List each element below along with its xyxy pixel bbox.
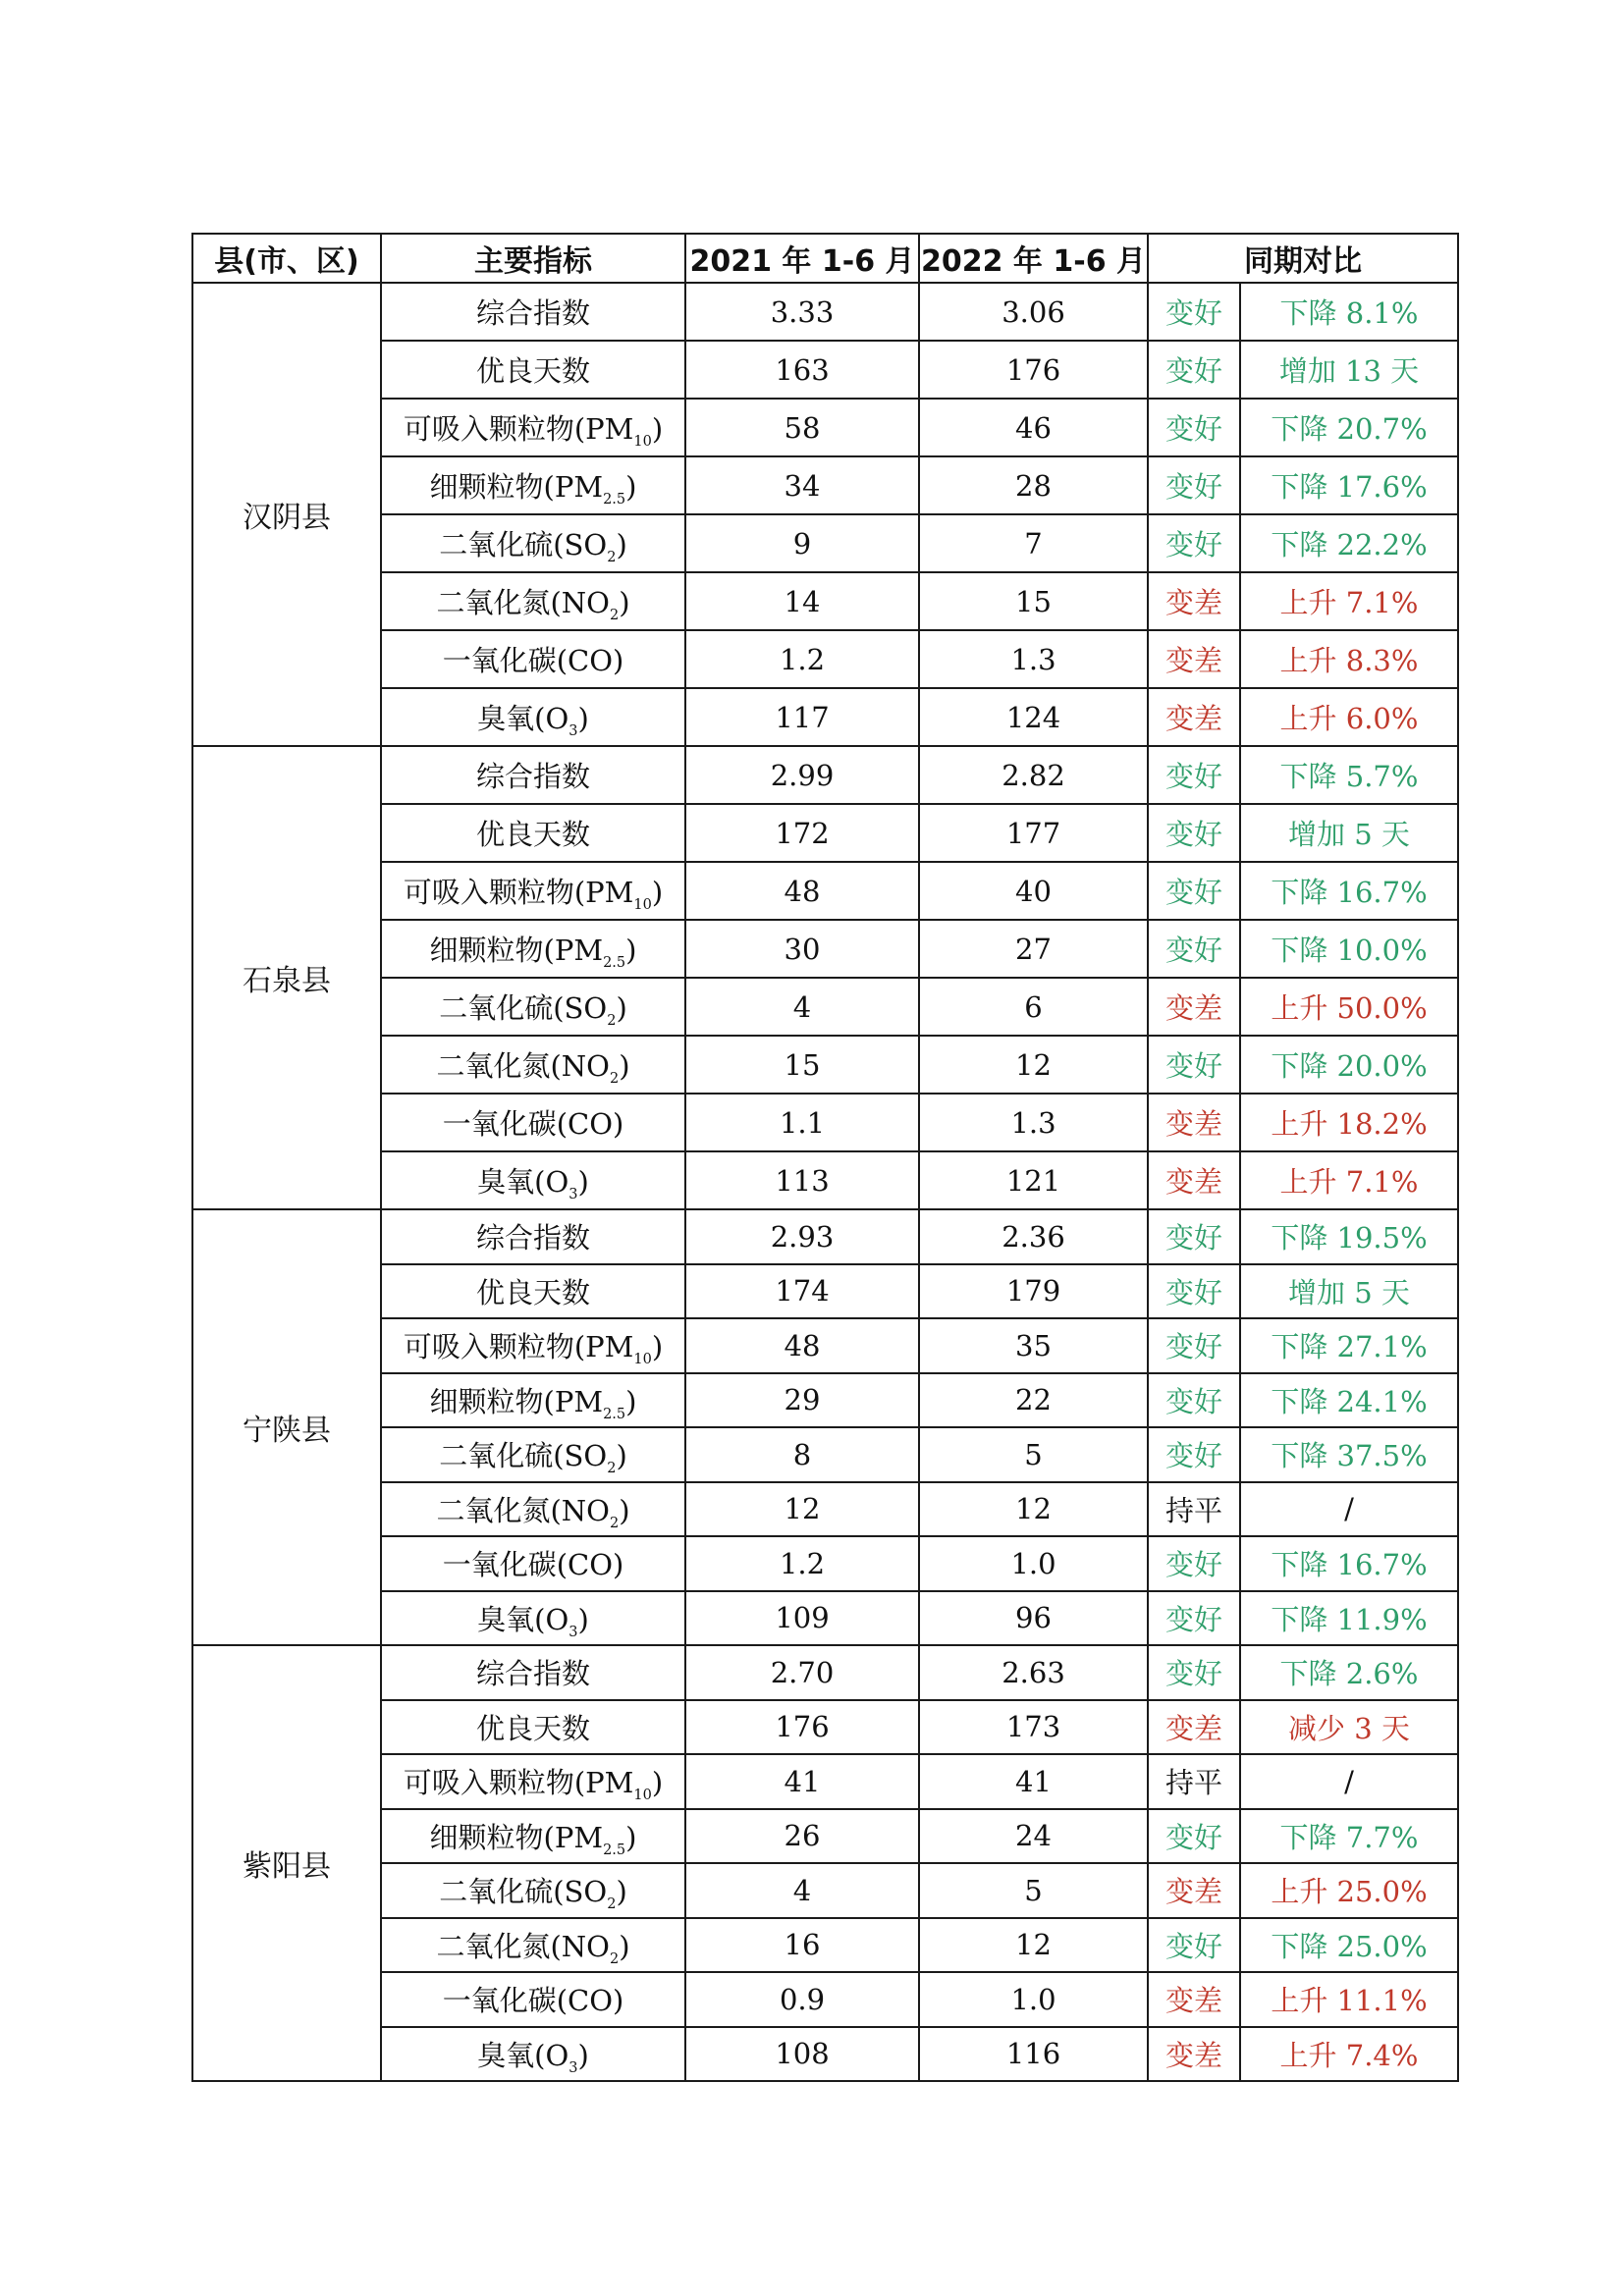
table-row — [192, 1427, 1458, 1482]
indicator-suffix: ) — [651, 1766, 664, 1800]
table-row — [192, 1700, 1458, 1755]
value-2021: 117 — [685, 688, 919, 746]
indicator-label: 二氧化硫(SO — [439, 528, 608, 561]
indicator-name — [381, 1591, 685, 1646]
value-2021: 108 — [685, 2027, 919, 2082]
indicator-label: 综合指数 — [475, 1221, 590, 1255]
change-value: 下降 16.7% — [1240, 1536, 1458, 1591]
trend-label: 变差 — [1148, 2027, 1240, 2082]
indicator-label: 优良天数 — [475, 354, 590, 388]
value-2022: 121 — [919, 1151, 1148, 1209]
table-row — [192, 399, 1458, 456]
indicator-label: 细颗粒物(PM — [429, 934, 604, 967]
indicator-name — [381, 2027, 685, 2082]
indicator-label: 一氧化碳(CO) — [442, 1548, 624, 1582]
indicator-subscript: 3 — [568, 1186, 578, 1202]
value-2022: 2.63 — [919, 1645, 1148, 1700]
trend-label: 变差 — [1148, 1700, 1240, 1755]
indicator-label: 细颗粒物(PM — [429, 1820, 604, 1854]
indicator-name — [381, 1645, 685, 1700]
table-row — [192, 804, 1458, 862]
indicator-suffix: ) — [577, 702, 589, 735]
value-2022: 1.0 — [919, 1972, 1148, 2027]
value-2021: 174 — [685, 1264, 919, 1319]
value-2022: 12 — [919, 1482, 1148, 1537]
indicator-label: 二氧化硫(SO — [439, 991, 608, 1025]
indicator-name — [381, 1318, 685, 1373]
indicator-subscript: 10 — [633, 1352, 652, 1368]
trend-label: 变差 — [1148, 572, 1240, 630]
indicator-name — [381, 688, 685, 746]
indicator-subscript: 2 — [607, 549, 617, 565]
air-quality-table — [191, 233, 1459, 2082]
value-2022: 1.0 — [919, 1536, 1148, 1591]
trend-label: 变好 — [1148, 1536, 1240, 1591]
value-2022: 24 — [919, 1809, 1148, 1864]
table-row — [192, 1318, 1458, 1373]
indicator-name — [381, 1863, 685, 1918]
trend-label: 变好 — [1148, 1209, 1240, 1264]
value-2022: 173 — [919, 1700, 1148, 1755]
value-2022: 5 — [919, 1427, 1148, 1482]
value-2022: 1.3 — [919, 630, 1148, 688]
change-value: 下降 25.0% — [1240, 1918, 1458, 1973]
indicator-subscript: 10 — [633, 1788, 652, 1804]
table-row — [192, 1591, 1458, 1646]
value-2021: 0.9 — [685, 1972, 919, 2027]
indicator-subscript: 2.5 — [603, 954, 626, 971]
indicator-label: 可吸入颗粒物(PM — [403, 1330, 634, 1364]
indicator-label: 细颗粒物(PM — [429, 1384, 604, 1418]
value-2022: 15 — [919, 572, 1148, 630]
indicator-label: 二氧化硫(SO — [439, 1875, 608, 1909]
indicator-subscript: 2 — [609, 1515, 620, 1531]
change-value: 减少 3 天 — [1240, 1700, 1458, 1755]
change-value: 增加 5 天 — [1240, 804, 1458, 862]
indicator-subscript: 2.5 — [603, 491, 626, 507]
value-2022: 2.36 — [919, 1209, 1148, 1264]
indicator-subscript: 2 — [609, 607, 620, 623]
value-2021: 34 — [685, 456, 919, 514]
indicator-label: 一氧化碳(CO) — [442, 1107, 624, 1141]
change-value: 下降 24.1% — [1240, 1373, 1458, 1428]
indicator-name — [381, 1094, 685, 1151]
trend-label: 变好 — [1148, 1264, 1240, 1319]
value-2021: 48 — [685, 862, 919, 920]
change-value: 上升 50.0% — [1240, 978, 1458, 1036]
indicator-name — [381, 514, 685, 572]
value-2022: 2.82 — [919, 746, 1148, 804]
value-2021: 172 — [685, 804, 919, 862]
indicator-label: 二氧化氮(NO — [436, 586, 610, 619]
change-value: 下降 2.6% — [1240, 1645, 1458, 1700]
table-row — [192, 1536, 1458, 1591]
indicator-subscript: 2 — [609, 1070, 620, 1087]
table-row — [192, 456, 1458, 514]
indicator-label: 一氧化碳(CO) — [442, 644, 624, 677]
indicator-label: 可吸入颗粒物(PM — [403, 876, 634, 909]
table-row — [192, 514, 1458, 572]
indicator-label: 细颗粒物(PM — [429, 470, 604, 504]
trend-label: 变好 — [1148, 1318, 1240, 1373]
table-row — [192, 283, 1458, 341]
indicator-suffix: ) — [616, 528, 627, 561]
value-2021: 1.2 — [685, 630, 919, 688]
indicator-label: 综合指数 — [475, 760, 590, 793]
indicator-suffix: ) — [625, 1384, 637, 1418]
table-row — [192, 630, 1458, 688]
indicator-name — [381, 399, 685, 456]
change-value: 下降 5.7% — [1240, 746, 1458, 804]
indicator-label: 一氧化碳(CO) — [442, 1984, 624, 2018]
table-row — [192, 1863, 1458, 1918]
table-row — [192, 1264, 1458, 1319]
change-value: 增加 5 天 — [1240, 1264, 1458, 1319]
indicator-label: 臭氧(O — [477, 2038, 569, 2072]
trend-label: 变好 — [1148, 341, 1240, 399]
indicator-suffix: ) — [616, 1875, 627, 1909]
value-2021: 14 — [685, 572, 919, 630]
indicator-name — [381, 1151, 685, 1209]
value-2022: 176 — [919, 341, 1148, 399]
table-row — [192, 2027, 1458, 2082]
trend-label: 变好 — [1148, 1591, 1240, 1646]
indicator-label: 优良天数 — [475, 1275, 590, 1309]
value-2022: 116 — [919, 2027, 1148, 2082]
indicator-subscript: 2.5 — [603, 1406, 626, 1422]
value-2022: 22 — [919, 1373, 1148, 1428]
table-row — [192, 1373, 1458, 1428]
value-2021: 113 — [685, 1151, 919, 1209]
value-2022: 124 — [919, 688, 1148, 746]
trend-label: 持平 — [1148, 1482, 1240, 1537]
indicator-suffix: ) — [651, 412, 664, 446]
change-value: 下降 10.0% — [1240, 920, 1458, 978]
header-county: 县(市、区) — [192, 234, 381, 283]
indicator-name — [381, 572, 685, 630]
indicator-label: 综合指数 — [475, 296, 590, 330]
value-2022: 96 — [919, 1591, 1148, 1646]
indicator-label: 可吸入颗粒物(PM — [403, 412, 634, 446]
county-name: 汉阴县 — [192, 283, 381, 746]
change-value: 下降 11.9% — [1240, 1591, 1458, 1646]
indicator-name — [381, 283, 685, 341]
trend-label: 变好 — [1148, 1036, 1240, 1094]
value-2021: 26 — [685, 1809, 919, 1864]
value-2022: 12 — [919, 1036, 1148, 1094]
change-value: 下降 20.7% — [1240, 399, 1458, 456]
value-2022: 5 — [919, 1863, 1148, 1918]
indicator-suffix: ) — [619, 586, 630, 619]
trend-label: 变好 — [1148, 283, 1240, 341]
change-value: 上升 7.1% — [1240, 1151, 1458, 1209]
indicator-label: 优良天数 — [475, 1711, 590, 1745]
table-row — [192, 1972, 1458, 2027]
value-2021: 2.70 — [685, 1645, 919, 1700]
change-value: 下降 22.2% — [1240, 514, 1458, 572]
indicator-name — [381, 1482, 685, 1537]
indicator-name — [381, 746, 685, 804]
table-row — [192, 746, 1458, 804]
indicator-suffix: ) — [577, 2038, 589, 2072]
trend-label: 变好 — [1148, 399, 1240, 456]
table-row — [192, 1754, 1458, 1809]
value-2021: 4 — [685, 978, 919, 1036]
value-2021: 58 — [685, 399, 919, 456]
indicator-label: 二氧化氮(NO — [436, 1049, 610, 1083]
value-2021: 4 — [685, 1863, 919, 1918]
value-2021: 2.93 — [685, 1209, 919, 1264]
trend-label: 变差 — [1148, 688, 1240, 746]
change-value: 上升 8.3% — [1240, 630, 1458, 688]
change-value: 下降 19.5% — [1240, 1209, 1458, 1264]
trend-label: 变好 — [1148, 1809, 1240, 1864]
indicator-subscript: 2 — [607, 1012, 617, 1029]
table-row — [192, 688, 1458, 746]
trend-label: 变好 — [1148, 1427, 1240, 1482]
trend-label: 变差 — [1148, 1863, 1240, 1918]
change-value: / — [1240, 1754, 1458, 1809]
change-value: / — [1240, 1482, 1458, 1537]
indicator-subscript: 2 — [607, 1896, 617, 1913]
value-2022: 35 — [919, 1318, 1148, 1373]
change-value: 下降 7.7% — [1240, 1809, 1458, 1864]
indicator-subscript: 10 — [633, 896, 652, 913]
value-2021: 29 — [685, 1373, 919, 1428]
trend-label: 变差 — [1148, 978, 1240, 1036]
table-row — [192, 978, 1458, 1036]
value-2021: 9 — [685, 514, 919, 572]
indicator-subscript: 2.5 — [603, 1842, 626, 1858]
value-2021: 163 — [685, 341, 919, 399]
header-2021: 2021 年 1-6 月 — [685, 234, 919, 283]
trend-label: 变差 — [1148, 1972, 1240, 2027]
indicator-label: 二氧化氮(NO — [436, 1493, 610, 1527]
indicator-suffix: ) — [577, 1165, 589, 1199]
value-2021: 1.1 — [685, 1094, 919, 1151]
change-value: 增加 13 天 — [1240, 341, 1458, 399]
indicator-subscript: 2 — [609, 1950, 620, 1967]
value-2022: 6 — [919, 978, 1148, 1036]
change-value: 下降 8.1% — [1240, 283, 1458, 341]
value-2022: 3.06 — [919, 283, 1148, 341]
change-value: 下降 17.6% — [1240, 456, 1458, 514]
table-row — [192, 1918, 1458, 1973]
change-value: 下降 37.5% — [1240, 1427, 1458, 1482]
county-name: 石泉县 — [192, 746, 381, 1209]
indicator-suffix: ) — [616, 991, 627, 1025]
indicator-name — [381, 804, 685, 862]
indicator-name — [381, 920, 685, 978]
change-value: 下降 27.1% — [1240, 1318, 1458, 1373]
table-row — [192, 1209, 1458, 1264]
indicator-name — [381, 1700, 685, 1755]
value-2021: 3.33 — [685, 283, 919, 341]
indicator-label: 综合指数 — [475, 1657, 590, 1691]
change-value: 上升 11.1% — [1240, 1972, 1458, 2027]
change-value: 上升 25.0% — [1240, 1863, 1458, 1918]
indicator-subscript: 3 — [568, 2059, 578, 2076]
change-value: 下降 16.7% — [1240, 862, 1458, 920]
trend-label: 变差 — [1148, 630, 1240, 688]
value-2022: 179 — [919, 1264, 1148, 1319]
indicator-suffix: ) — [625, 470, 637, 504]
indicator-name — [381, 1209, 685, 1264]
table-row — [192, 920, 1458, 978]
header-indicator: 主要指标 — [381, 234, 685, 283]
indicator-suffix: ) — [619, 1493, 630, 1527]
indicator-subscript: 10 — [633, 433, 652, 450]
trend-label: 持平 — [1148, 1754, 1240, 1809]
trend-label: 变好 — [1148, 746, 1240, 804]
change-value: 上升 7.1% — [1240, 572, 1458, 630]
value-2021: 30 — [685, 920, 919, 978]
trend-label: 变差 — [1148, 1151, 1240, 1209]
header-2022: 2022 年 1-6 月 — [919, 234, 1148, 283]
table-row — [192, 862, 1458, 920]
indicator-name — [381, 1036, 685, 1094]
header-comparison: 同期对比 — [1148, 234, 1458, 283]
table-row — [192, 1094, 1458, 1151]
table-row — [192, 1645, 1458, 1700]
change-value: 下降 20.0% — [1240, 1036, 1458, 1094]
value-2021: 1.2 — [685, 1536, 919, 1591]
change-value: 上升 18.2% — [1240, 1094, 1458, 1151]
indicator-name — [381, 1972, 685, 2027]
indicator-label: 二氧化硫(SO — [439, 1439, 608, 1473]
table-row — [192, 572, 1458, 630]
indicator-label: 臭氧(O — [477, 1165, 569, 1199]
indicator-name — [381, 1918, 685, 1973]
table-body — [192, 283, 1458, 2081]
indicator-suffix: ) — [625, 934, 637, 967]
value-2021: 109 — [685, 1591, 919, 1646]
table-row — [192, 1482, 1458, 1537]
indicator-name — [381, 1536, 685, 1591]
value-2022: 1.3 — [919, 1094, 1148, 1151]
value-2022: 12 — [919, 1918, 1148, 1973]
value-2022: 41 — [919, 1754, 1148, 1809]
indicator-label: 二氧化氮(NO — [436, 1929, 610, 1963]
value-2022: 28 — [919, 456, 1148, 514]
indicator-label: 臭氧(O — [477, 702, 569, 735]
indicator-suffix: ) — [651, 876, 664, 909]
trend-label: 变好 — [1148, 804, 1240, 862]
indicator-suffix: ) — [577, 1602, 589, 1636]
indicator-name — [381, 341, 685, 399]
value-2022: 40 — [919, 862, 1148, 920]
value-2021: 15 — [685, 1036, 919, 1094]
trend-label: 变好 — [1148, 1918, 1240, 1973]
county-name: 宁陕县 — [192, 1209, 381, 1645]
indicator-name — [381, 1754, 685, 1809]
value-2022: 46 — [919, 399, 1148, 456]
value-2021: 12 — [685, 1482, 919, 1537]
value-2021: 176 — [685, 1700, 919, 1755]
value-2022: 27 — [919, 920, 1148, 978]
value-2022: 177 — [919, 804, 1148, 862]
indicator-label: 可吸入颗粒物(PM — [403, 1766, 634, 1800]
indicator-name — [381, 1373, 685, 1428]
indicator-name — [381, 1264, 685, 1319]
indicator-name — [381, 456, 685, 514]
indicator-subscript: 2 — [607, 1461, 617, 1477]
trend-label: 变好 — [1148, 514, 1240, 572]
indicator-name — [381, 1809, 685, 1864]
indicator-name — [381, 1427, 685, 1482]
table-row — [192, 1151, 1458, 1209]
value-2022: 7 — [919, 514, 1148, 572]
value-2021: 8 — [685, 1427, 919, 1482]
indicator-name — [381, 862, 685, 920]
indicator-suffix: ) — [651, 1330, 664, 1364]
indicator-suffix: ) — [619, 1049, 630, 1083]
trend-label: 变好 — [1148, 920, 1240, 978]
county-name: 紫阳县 — [192, 1645, 381, 2081]
trend-label: 变差 — [1148, 1094, 1240, 1151]
value-2021: 41 — [685, 1754, 919, 1809]
change-value: 上升 6.0% — [1240, 688, 1458, 746]
indicator-name — [381, 978, 685, 1036]
trend-label: 变好 — [1148, 862, 1240, 920]
trend-label: 变好 — [1148, 456, 1240, 514]
indicator-label: 优良天数 — [475, 818, 590, 851]
indicator-label: 臭氧(O — [477, 1602, 569, 1636]
value-2021: 48 — [685, 1318, 919, 1373]
indicator-suffix: ) — [616, 1439, 627, 1473]
indicator-name — [381, 630, 685, 688]
table-header — [192, 234, 1458, 283]
trend-label: 变好 — [1148, 1645, 1240, 1700]
indicator-subscript: 3 — [568, 722, 578, 739]
indicator-suffix: ) — [625, 1820, 637, 1854]
value-2021: 2.99 — [685, 746, 919, 804]
change-value: 上升 7.4% — [1240, 2027, 1458, 2082]
value-2021: 16 — [685, 1918, 919, 1973]
indicator-suffix: ) — [619, 1929, 630, 1963]
table-row — [192, 1036, 1458, 1094]
table-row — [192, 1809, 1458, 1864]
trend-label: 变好 — [1148, 1373, 1240, 1428]
table-row — [192, 341, 1458, 399]
indicator-subscript: 3 — [568, 1624, 578, 1640]
